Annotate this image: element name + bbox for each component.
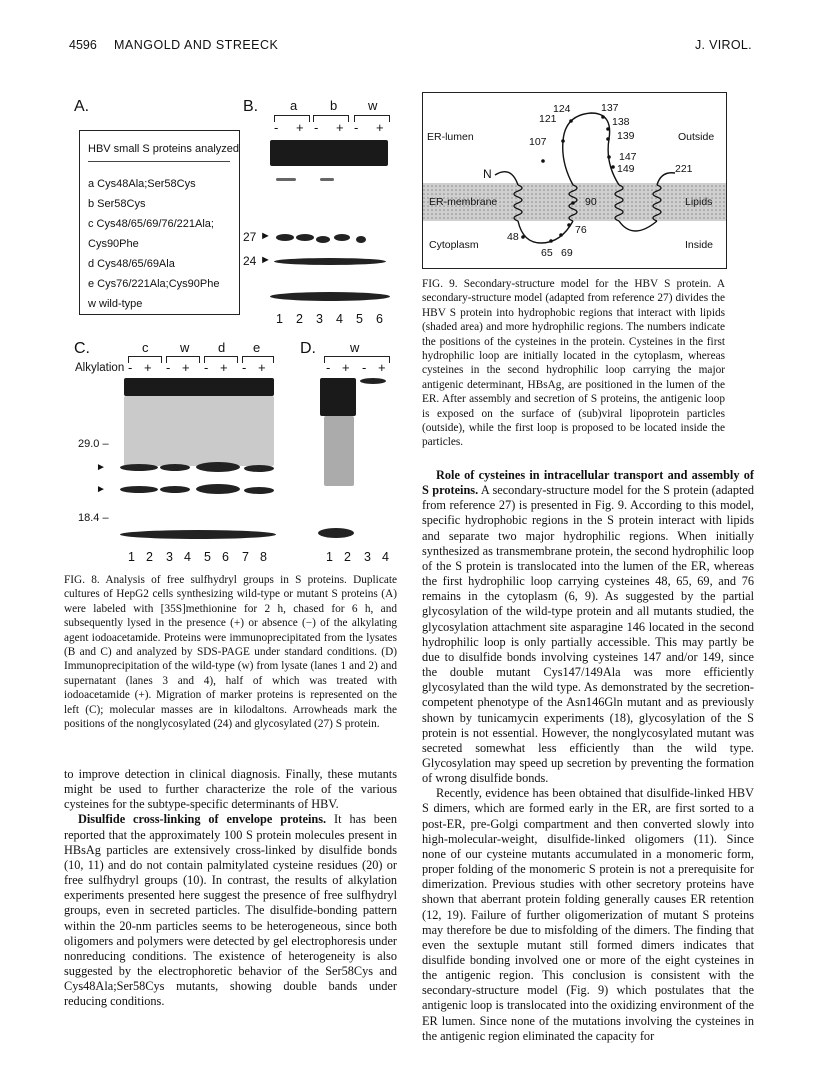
residue-label: 107 (529, 136, 547, 148)
sign-label: + (220, 360, 228, 375)
mutant-item: a Cys48Ala;Ser58Cys (88, 178, 196, 190)
sign-label: + (378, 360, 386, 375)
panel-a-letter: A. (74, 98, 90, 115)
gel-band (196, 484, 240, 494)
section-heading: Disulfide cross-linking of envelope proteins. (78, 812, 327, 827)
marker-24-label: 24 (243, 254, 257, 268)
title-rule (88, 161, 230, 162)
inside-label: Inside (685, 239, 714, 251)
group-label: d (218, 340, 226, 355)
sign-label: + (336, 120, 344, 135)
lane-number: 8 (260, 550, 267, 564)
lipids-label: Lipids (685, 196, 713, 208)
residue-label: 147 (619, 151, 637, 163)
sign-label: + (144, 360, 152, 375)
gel-top-smear (124, 378, 274, 396)
residue-label: 139 (617, 130, 635, 142)
mw-18-label: 18.4 – (78, 512, 109, 524)
gel-top-smear (270, 140, 388, 166)
residue-label: 90 (585, 196, 597, 208)
residue-label: 221 (675, 163, 693, 175)
gel-band (276, 234, 294, 241)
residue-label: 138 (612, 116, 630, 128)
gel-band (120, 530, 276, 539)
gel-band (160, 486, 190, 493)
figure-9-caption: FIG. 9. Secondary-structure model for the HBV S protein. A secondary-structure model (adapted from reference 27) divides the HBV S protein into hydrophobic regions that interact with lipids (shaded area) and more hydrophilic regions. The numbers indicate the positions of the cysteines in the protein. Cysteines in the first hydrophilic loop are initially located in the cytoplasm, whereas cysteines in the second hydrophilic loop carrying the major antigenic determinant, HBsAg, are positioned in the lumen of the ER. After assembly and secretion of S proteins, the antigenic loop is exposed on the surface of (sub)viral lipoprotein particles (outside), while the first loop is proposed to be located inside the particles. (422, 278, 725, 449)
group-bracket (313, 115, 349, 122)
lane-number: 2 (296, 312, 303, 326)
mw-29-label: 29.0 – (78, 438, 109, 450)
residue-label: 121 (539, 113, 557, 125)
panel-b-header (268, 98, 394, 138)
gel-band (318, 528, 354, 538)
arrowhead-icon: ► (96, 484, 106, 495)
residue-label: 149 (617, 163, 635, 175)
er-membrane-label: ER-membrane (429, 196, 498, 208)
sign-label: - (242, 360, 247, 375)
mutant-item: b Ser58Cys (88, 198, 146, 210)
left-column-text (64, 767, 397, 1010)
sign-label: - (166, 360, 171, 375)
gel-band (244, 465, 274, 472)
mutant-item: Cys90Phe (88, 238, 139, 250)
gel-band (120, 464, 158, 471)
paragraph: Recently, evidence has been obtained that disulfide-linked HBV S dimers, which are formed early in the ER, are first sorted to a post-ER, pre-Golgi compartment and then converted slowly into high-molecular-weight, disulfide-linked oligomers (11). Since none of our cysteine mutants accumulated in a monomeric form, proper folding of the monomeric S protein is not a prerequisite for dimerization. Previous studies with other secretory proteins have shown that aberrant protein folding generally causes ER retention (12, 19). Failure of further oligomerization of mutant S proteins may therefore be due to misfolding of the dimers. The finding that even the sextuple mutant still formed dimers indicates that disulfide bonding involved one or more of the eight cysteines in the antigenic region. This conclusion is consistent with the secondary-structure model (Fig. 9) which postulates that the antigenic loop is translocated into the oxidizing environment of the ER lumen. Since none of the mutations involving the cysteines in the antigenic region eliminated the capacity for (422, 786, 754, 1043)
gel-band (120, 486, 158, 493)
cysteine-dots (521, 115, 615, 243)
sign-label: + (296, 120, 304, 135)
mutant-list-title: HBV small S proteins analyzed (88, 143, 240, 155)
gel-band (196, 462, 240, 472)
gel-band (160, 464, 190, 471)
gel-band (316, 236, 330, 243)
n-terminus-label: N (483, 167, 492, 181)
mutant-item: w wild-type (88, 298, 143, 310)
lane-number: 4 (336, 312, 343, 326)
paragraph: Role of cysteines in intracellular transport and assembly of S proteins. A secondary-structure model for the S protein (adapted from reference 27) is presented in Fig. 9. According to this model, specific hydrophobic regions in the S protein interact with lipids and separate two major hydrophilic regions. When initially synthesized as transmembrane protein, the second hydrophilic loop of the S protein is translocated into the lumen of the ER, whereas the first hydrophilic loop carrying cysteines 48, 65, 69, and 76 remains in the cytoplasm (6, 9). As suggested by the partial glycosylation of the wild-type protein and all mutants studied, the glycosylation attachment site asparagine 146 located in the second hydrophilic loop is only partially accessible. This may partly be due to disulfide bonds involving cysteines 147 and/or 149, since the double mutant Cys147/149Ala was more efficiently glycosylated than the wild type. As demonstrated by the secretion-competent phenotype of the Asn146Gln mutant and as previously shown by tunicamycin experiments (18), glycosylation of the S protein is not essential. However, the nonglycosylated mutant was secreted somewhat less efficiently than the wild type. Glycosylation may speed up secretion by preventing the formation of wrong disulfide bonds. (422, 468, 754, 786)
arrowhead-icon: ► (260, 254, 271, 266)
marker-27-label: 27 (243, 230, 257, 244)
sign-label: - (128, 360, 133, 375)
lane-number: 3 (316, 312, 323, 326)
mutant-list-box (79, 130, 240, 315)
group-bracket (354, 115, 390, 122)
panel-b-letter: B. (243, 98, 259, 115)
residue-label: 137 (601, 102, 619, 114)
lane-number: 1 (276, 312, 283, 326)
figure-8-caption: FIG. 8. Analysis of free sulfhydryl groups in S proteins. Duplicate cultures of HepG2 cells synthesizing wild-type or mutant S proteins (A) were labeled with [35S]methionine for 2 h, chased for 6 h, and subsequently lysed in the presence (+) or absence (−) of the alkylating agent iodoacetamide. Proteins were immunoprecipitated from the lysates (B and C) and analyzed by SDS-PAGE under standard conditions. (D) Immunoprecipitation of the wild-type (w) from lysate (lanes 1 and 2) and supernatant (lanes 3 and 4), half of which was treated with iodoacetamide (+). Migration of marker proteins is represented on the left (C); molecular masses are in kilodaltons. Arrowheads mark the positions of the nonglycosylated (24) and glycosylated (27) S protein. (64, 574, 397, 731)
lane-number: 5 (204, 550, 211, 564)
sign-label: - (362, 360, 367, 375)
right-column-text (422, 468, 754, 1044)
alkylation-label: Alkylation (75, 362, 125, 374)
lane-number: 3 (166, 550, 173, 564)
running-authors: MANGOLD AND STREECK (114, 38, 279, 52)
gel-band (334, 234, 350, 241)
section-heading: Role of cysteines in intracellular transport and assembly of S proteins. (422, 468, 754, 498)
panel-d-letter: D. (300, 340, 316, 357)
sign-label: - (314, 120, 319, 135)
lane-number: 1 (128, 550, 135, 564)
gel-band (320, 178, 334, 181)
lane-number: 6 (376, 312, 383, 326)
sign-label: + (258, 360, 266, 375)
residue-label: 48 (507, 231, 519, 243)
page-number: 4596 (69, 38, 97, 52)
gel-band (360, 378, 386, 384)
mutant-item: d Cys48/65/69Ala (88, 258, 175, 270)
gel-band (296, 234, 314, 241)
group-label: a (290, 98, 298, 113)
gel-top-smear (320, 378, 356, 416)
gel-band (276, 178, 296, 181)
group-label: w (180, 340, 190, 355)
gel-smear (324, 416, 354, 486)
paragraph: to improve detection in clinical diagnosis. Finally, these mutants might be used to further characterize the role of the various cysteines for the subtype-specific determinants of HBV. (64, 767, 397, 812)
gel-band (356, 236, 366, 243)
lane-number: 2 (146, 550, 153, 564)
group-bracket (274, 115, 310, 122)
lane-number: 2 (344, 550, 351, 564)
arrowhead-icon: ► (96, 462, 106, 473)
sign-label: - (274, 120, 279, 135)
lane-number: 1 (326, 550, 333, 564)
sign-label: - (326, 360, 331, 375)
group-label: c (142, 340, 149, 355)
paragraph: Disulfide cross-linking of envelope proteins. It has been reported that the approximately 100 S protein molecules present in HBsAg particles are extensively cross-linked by disulfide bonds (10, 11) and do not contain palmitylated cysteine residues (20) or free sulfhydryl groups (10). In contrast, the results of alkylation experiments presented here suggest the presence of free sulfhydryl groups, even in secreted particles. The disulfide-bonding pattern within the 20-nm particles seems to be heterogeneous, since both oligomers and polymers were detected by gel electrophoresis under nonreducing conditions. The existence of heterogeneity is also suggested by the electrophoretic behavior of the Ser58Cys and Cys48Ala;Ser58Cys mutants, showing double bands under reducing conditions. (64, 812, 398, 1009)
residue-label: 65 (541, 247, 553, 259)
group-label: w (350, 340, 360, 355)
gel-band (244, 487, 274, 494)
figure-9-diagram (422, 92, 727, 269)
residue-label: 124 (553, 103, 571, 115)
sign-label: + (342, 360, 350, 375)
lane-number: 4 (184, 550, 191, 564)
gel-smear (124, 396, 274, 466)
arrowhead-icon: ► (260, 230, 271, 242)
gel-band (270, 292, 390, 301)
outside-label: Outside (678, 131, 715, 143)
residue-label: 69 (561, 247, 573, 259)
sign-label: + (376, 120, 384, 135)
alkylation-signs (126, 360, 286, 376)
lane-number: 7 (242, 550, 249, 564)
lane-number: 5 (356, 312, 363, 326)
panel-c-letter: C. (74, 340, 90, 357)
lane-number: 6 (222, 550, 229, 564)
sign-label: - (204, 360, 209, 375)
mutant-item: e Cys76/221Ala;Cys90Phe (88, 278, 220, 290)
journal-name: J. VIROL. (695, 38, 752, 52)
running-header (0, 38, 816, 58)
gel-band (274, 258, 386, 265)
lane-number: 3 (364, 550, 371, 564)
sign-label: + (182, 360, 190, 375)
er-lumen-label: ER-lumen (427, 131, 474, 143)
group-label: b (330, 98, 338, 113)
mutant-item: c Cys48/65/69/76/221Ala; (88, 218, 214, 230)
cytoplasm-label: Cytoplasm (429, 239, 479, 251)
panel-d-signs (324, 360, 400, 376)
residue-label: 76 (575, 224, 587, 236)
lane-number: 4 (382, 550, 389, 564)
group-label: e (253, 340, 261, 355)
group-label: w (368, 98, 378, 113)
sign-label: - (354, 120, 359, 135)
